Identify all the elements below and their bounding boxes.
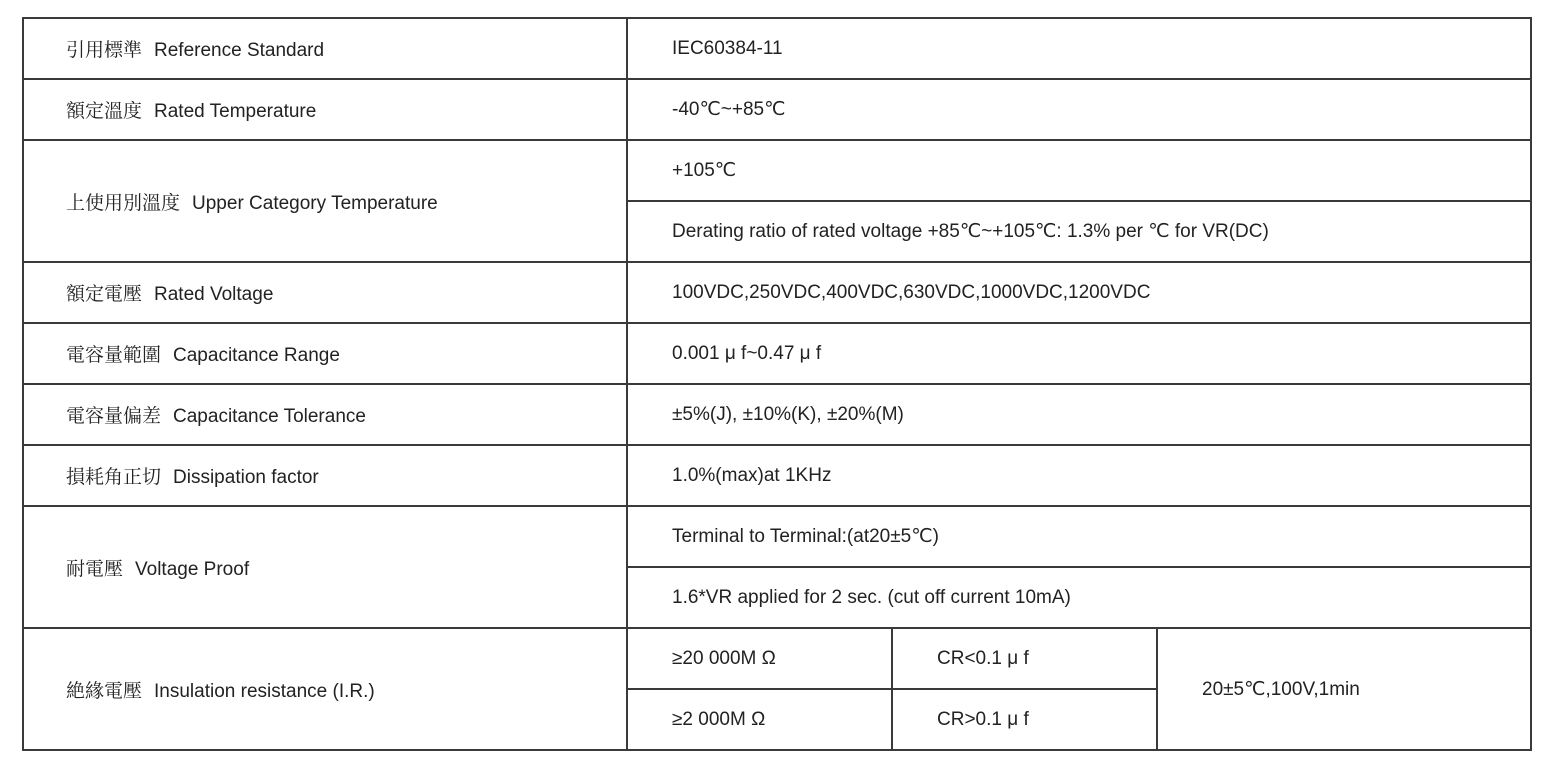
value-insulation-measurement: 20±5℃,100V,1min — [1157, 628, 1531, 750]
row-rated-temperature — [23, 79, 1531, 140]
label-rated-voltage: 額定電壓 Rated Voltage — [23, 262, 627, 323]
row-reference-standard — [23, 18, 1531, 79]
row-voltage-proof — [23, 506, 1531, 567]
row-upper-category-temperature — [23, 140, 1531, 201]
value-rated-temperature: -40℃~+85℃ — [627, 79, 1531, 140]
value-rated-voltage: 100VDC,250VDC,400VDC,630VDC,1000VDC,1200VDC — [627, 262, 1531, 323]
row-dissipation-factor — [23, 445, 1531, 506]
value-insulation-resistance-high: ≥20 000M Ω — [627, 628, 892, 689]
row-rated-voltage — [23, 262, 1531, 323]
condition-insulation-resistance-low-cr: CR<0.1 μ f — [892, 628, 1157, 689]
row-insulation-resistance — [23, 628, 1531, 689]
row-capacitance-range — [23, 323, 1531, 384]
value-capacitance-tolerance: ±5%(J), ±10%(K), ±20%(M) — [627, 384, 1531, 445]
label-capacitance-tolerance: 電容量偏差 Capacitance Tolerance — [23, 384, 627, 445]
row-capacitance-tolerance — [23, 384, 1531, 445]
value-capacitance-range: 0.001 μ f~0.47 μ f — [627, 323, 1531, 384]
specification-table — [22, 17, 1532, 751]
label-insulation-resistance: 絶緣電壓 Insulation resistance (I.R.) — [23, 628, 627, 750]
label-rated-temperature: 額定溫度 Rated Temperature — [23, 79, 627, 140]
label-reference-standard: 引用標準 Reference Standard — [23, 18, 627, 79]
value-reference-standard: IEC60384-11 — [627, 18, 1531, 79]
value-insulation-resistance-low: ≥2 000M Ω — [627, 689, 892, 750]
label-dissipation-factor: 損耗角正切 Dissipation factor — [23, 445, 627, 506]
label-capacitance-range: 電容量範圍 Capacitance Range — [23, 323, 627, 384]
condition-insulation-resistance-high-cr: CR>0.1 μ f — [892, 689, 1157, 750]
label-upper-category-temperature: 上使用別溫度 Upper Category Temperature — [23, 140, 627, 262]
value-dissipation-factor: 1.0%(max)at 1KHz — [627, 445, 1531, 506]
value-voltage-proof-condition: Terminal to Terminal:(at20±5℃) — [627, 506, 1531, 567]
value-upper-category-temperature: +105℃ — [627, 140, 1531, 201]
value-derating-ratio: Derating ratio of rated voltage +85℃~+105℃: 1.3% per ℃ for VR(DC) — [627, 201, 1531, 262]
value-voltage-proof-note: 1.6*VR applied for 2 sec. (cut off current 10mA) — [627, 567, 1531, 628]
label-voltage-proof: 耐電壓 Voltage Proof — [23, 506, 627, 628]
